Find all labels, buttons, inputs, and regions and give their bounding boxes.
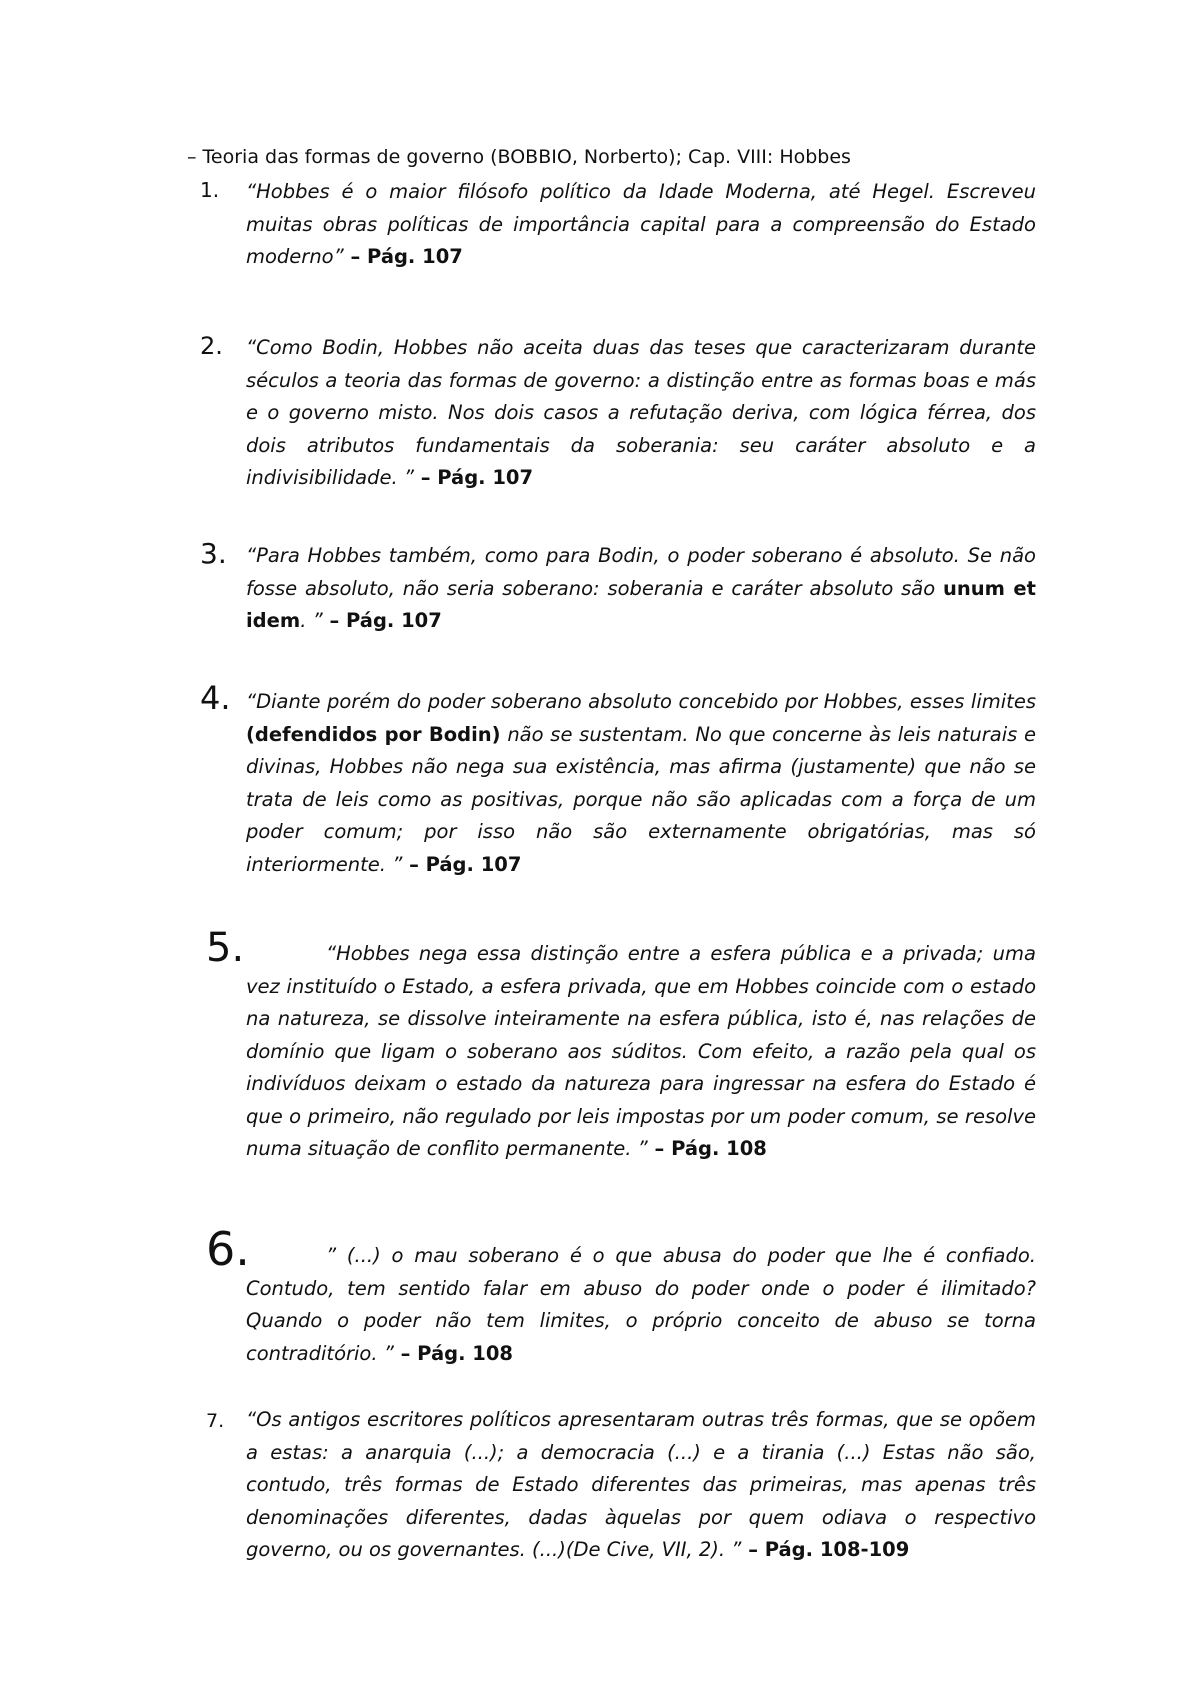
item-number: 4.: [200, 679, 231, 717]
page-reference: – Pág. 107: [413, 466, 534, 489]
page-reference: – Pág. 107: [343, 245, 463, 268]
item-quote: [246, 176, 1036, 274]
page-reference: – Pág. 107: [402, 852, 522, 876]
quote-text: não se sustentam. No que concerne às leis naturais e divinas, Hobbes não nega sua existência, mas afirma (justamente) que não se trata de leis como as positivas, porque não são aplicadas com a força de um poder comum; por isso não são externamente obrigatórias, mas só interiormente. ”: [246, 722, 1036, 876]
quote-text: ” (...) o mau soberano é o que abusa do poder que lhe é confiado. Contudo, tem sentido falar em abuso do poder onde o poder é ilimitado? Quando o poder não tem limites, o próprio conceito de abuso se torna contraditório. ”: [246, 1244, 1036, 1365]
document-heading: – Teoria das formas de governo (BOBBIO, Norberto); Cap. VIII: Hobbes: [187, 146, 851, 168]
quote-text: “Para Hobbes também, como para Bodin, o poder soberano é absoluto. Se não fosse absoluto, não seria soberano: soberania e caráter absoluto são: [246, 544, 1036, 600]
quote-start: “Diante porém do poder soberano absoluto concebido por Hobbes, esses limites: [246, 690, 1036, 713]
item-quote: [246, 332, 1036, 495]
page-reference: – Pág. 108: [393, 1341, 513, 1365]
item-number: 7.: [206, 1410, 225, 1432]
page-reference: – Pág. 108-109: [741, 1538, 910, 1561]
item-number: 2.: [200, 332, 223, 360]
item-quote: [246, 1404, 1036, 1567]
latin-phrase: unum et idem: [246, 576, 1036, 632]
quote-text: “Hobbes nega essa distinção entre a esfera pública e a privada; uma vez instituído o Estado, a esfera privada, que em Hobbes coincide com o estado na natureza, se dissolve inteiramente na esfera pública, isto é, nas relações de domínio que ligam o soberano aos súditos. Com efeito, a razão pela qual os indivíduos deixam o estado da natureza para ingressar na esfera do Estado é que o primeiro, não regulado por leis impostas por um poder comum, se resolve numa situação de conflito permanente. ”: [246, 942, 1036, 1160]
item-quote: [246, 540, 1036, 638]
bold-note: (defendidos por Bodin): [246, 722, 501, 746]
item-number: 6.: [206, 1222, 250, 1276]
item-number: 5.: [206, 925, 245, 971]
item-quote: [246, 938, 1036, 1166]
item-quote: [246, 686, 1036, 881]
item-number: 3.: [200, 537, 227, 570]
quote-text: “Como Bodin, Hobbes não aceita duas das teses que caracterizaram durante séculos a teoria das formas de governo: a distinção entre as formas boas e más e o governo misto. Nos dois casos a refutação deriva, com lógica férrea, dos dois atributos fundamentais da soberania: seu caráter absoluto e a indivisibilidade. ”: [246, 336, 1036, 489]
item-number: 1.: [200, 178, 220, 202]
page-reference: – Pág. 107: [322, 609, 442, 632]
item-quote: [246, 1240, 1036, 1370]
quote-text: “Os antigos escritores políticos apresentaram outras três formas, que se opõem a estas: a anarquia (...); a democracia (...) e a tirania (...) Estas não são, contudo, três formas de Estado diferentes das primeiras, mas apenas três denominações diferentes, dadas àquelas por quem odiava o respectivo governo, ou os governantes. (...)(De Cive, VII, 2). ”: [246, 1408, 1036, 1561]
quote-text: “Hobbes é o maior filósofo político da Idade Moderna, até Hegel. Escreveu muitas obras políticas de importância capital para a compreensão do Estado moderno”: [246, 180, 1036, 268]
quote-end: . ”: [300, 609, 323, 632]
page-reference: – Pág. 108: [647, 1137, 767, 1160]
